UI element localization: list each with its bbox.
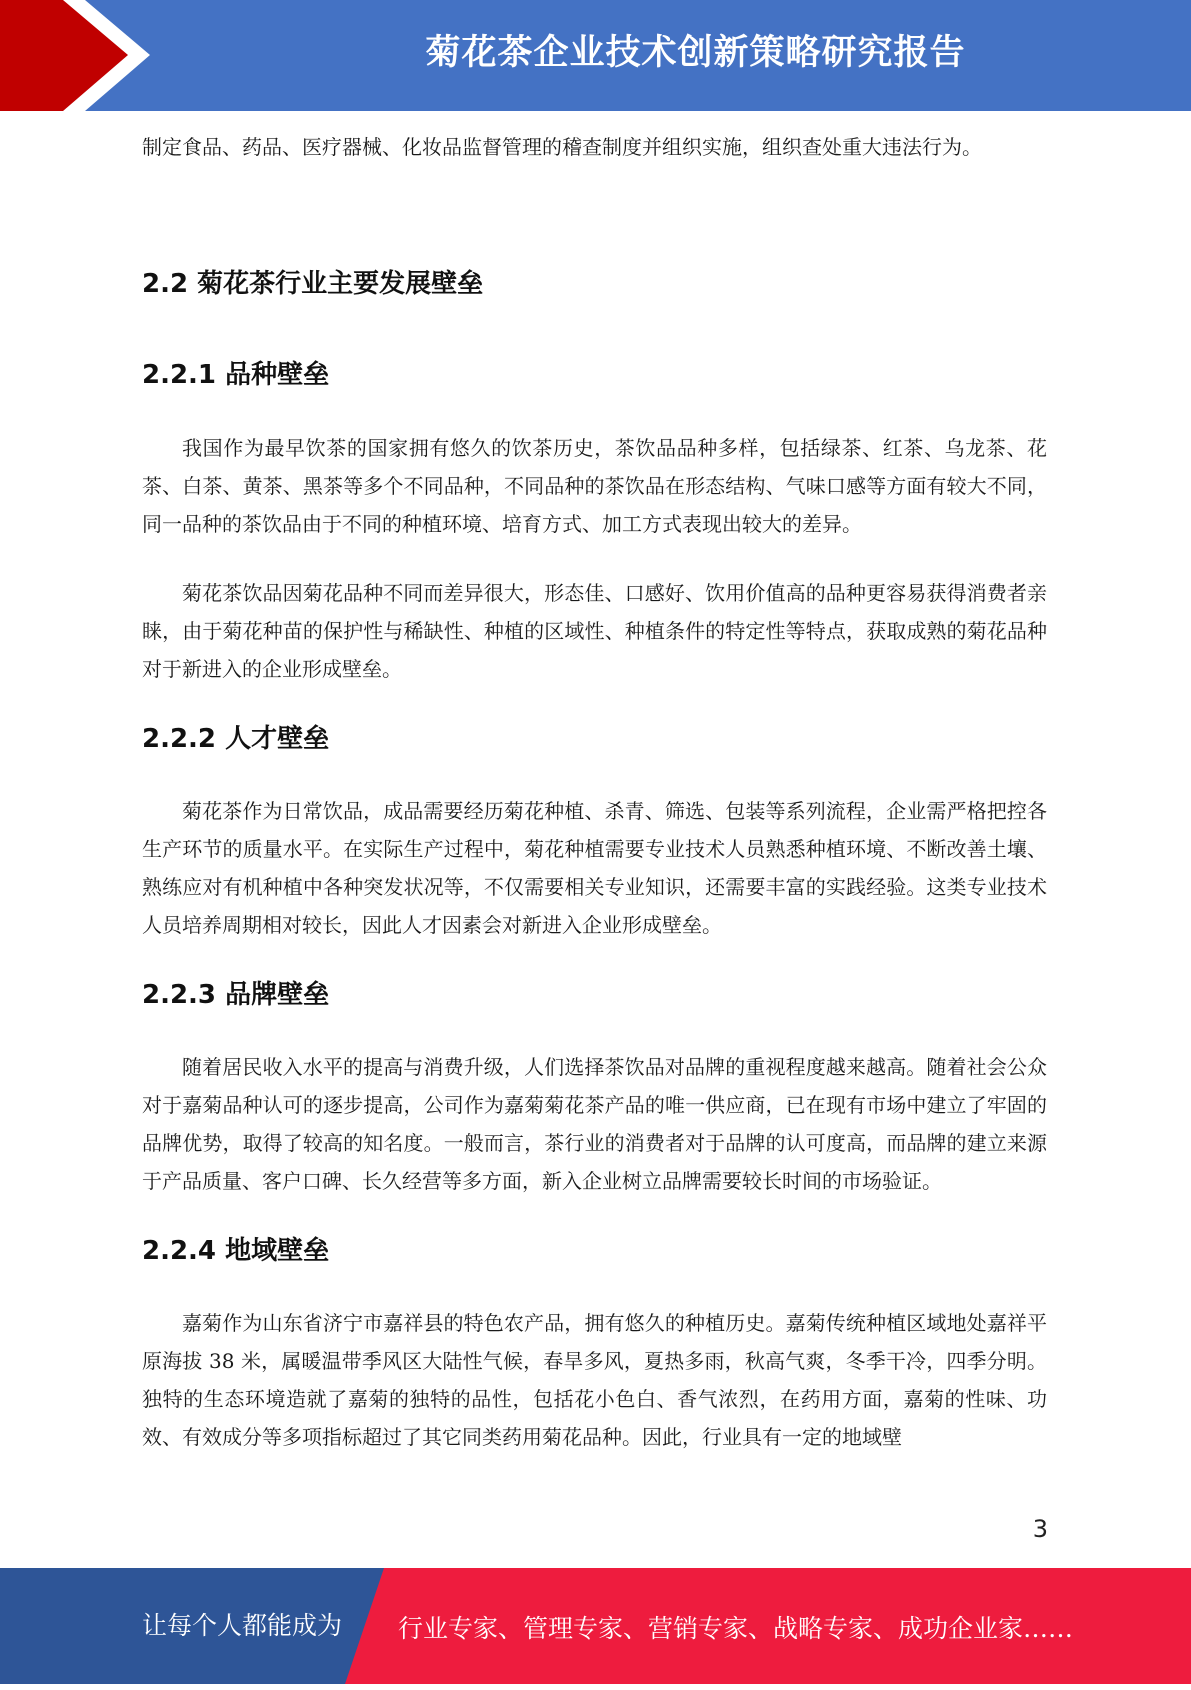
page-footer [0, 1568, 1191, 1684]
paragraph: 菊花茶饮品因菊花品种不同而差异很大，形态佳、口感好、饮用价值高的品种更容易获得消费者亲睐，由于菊花种苗的保护性与稀缺性、种植的区域性、种植条件的特定性等特点，获取成熟的菊花品种对于新进入的企业形成壁垒。 [142, 581, 1047, 681]
subsection-heading-2-2-2: 2.2.2 人才壁垒 [142, 724, 330, 754]
page-number: 3 [1032, 1515, 1048, 1543]
paragraph: 嘉菊作为山东省济宁市嘉祥县的特色农产品，拥有悠久的种植历史。嘉菊传统种植区域地处嘉祥平原海拔 38 米，属暖温带季风区大陆性气候，春旱多风，夏热多雨，秋高气爽，冬季干冷，四季分明。独特的生态环境造就了嘉菊的独特的品性，包括花小色白、香气浓烈，在药用方面，嘉菊的性味、功效、有效成分等多项指标超过了其它同类药用菊花品种。因此，行业具有一定的地域壁 [142, 1311, 1047, 1449]
section-heading-2-2: 2.2 菊花茶行业主要发展壁垒 [142, 269, 484, 299]
intro-paragraph: 制定食品、药品、医疗器械、化妆品监督管理的稽查制度并组织实施，组织查处重大违法行为。 [142, 135, 982, 159]
paragraph: 菊花茶作为日常饮品，成品需要经历菊花种植、杀青、筛选、包装等系列流程，企业需严格把控各生产环节的质量水平。在实际生产过程中，菊花种植需要专业技术人员熟悉种植环境、不断改善土壤、熟练应对有机种植中各种突发状况等，不仅需要相关专业知识，还需要丰富的实践经验。这类专业技术人员培养周期相对较长，因此人才因素会对新进入企业形成壁垒。 [142, 799, 1047, 937]
subsection-heading-2-2-4: 2.2.4 地域壁垒 [142, 1236, 330, 1266]
document-body [142, 128, 1047, 1456]
subsection-heading-2-2-1: 2.2.1 品种壁垒 [142, 360, 330, 390]
paragraph: 随着居民收入水平的提高与消费升级，人们选择茶饮品对品牌的重视程度越来越高。随着社会公众对于嘉菊品种认可的逐步提高，公司作为嘉菊菊花茶产品的唯一供应商，已在现有市场中建立了牢固的品牌优势，取得了较高的知名度。一般而言，茶行业的消费者对于品牌的认可度高，而品牌的建立来源于产品质量、客户口碑、长久经营等多方面，新入企业树立品牌需要较长时间的市场验证。 [142, 1055, 1047, 1193]
page-header [0, 0, 1191, 111]
footer-slogan-right: 行业专家、管理专家、营销专家、战略专家、成功企业家…… [398, 1614, 1074, 1643]
report-title: 菊花茶企业技术创新策略研究报告 [425, 33, 966, 73]
footer-slogan-left: 让每个人都能成为 [142, 1611, 343, 1640]
subsection-heading-2-2-3: 2.2.3 品牌壁垒 [142, 980, 330, 1010]
paragraph: 我国作为最早饮茶的国家拥有悠久的饮茶历史，茶饮品品种多样，包括绿茶、红茶、乌龙茶、花茶、白茶、黄茶、黑茶等多个不同品种，不同品种的茶饮品在形态结构、气味口感等方面有较大不同，同一品种的茶饮品由于不同的种植环境、培育方式、加工方式表现出较大的差异。 [142, 436, 1047, 536]
